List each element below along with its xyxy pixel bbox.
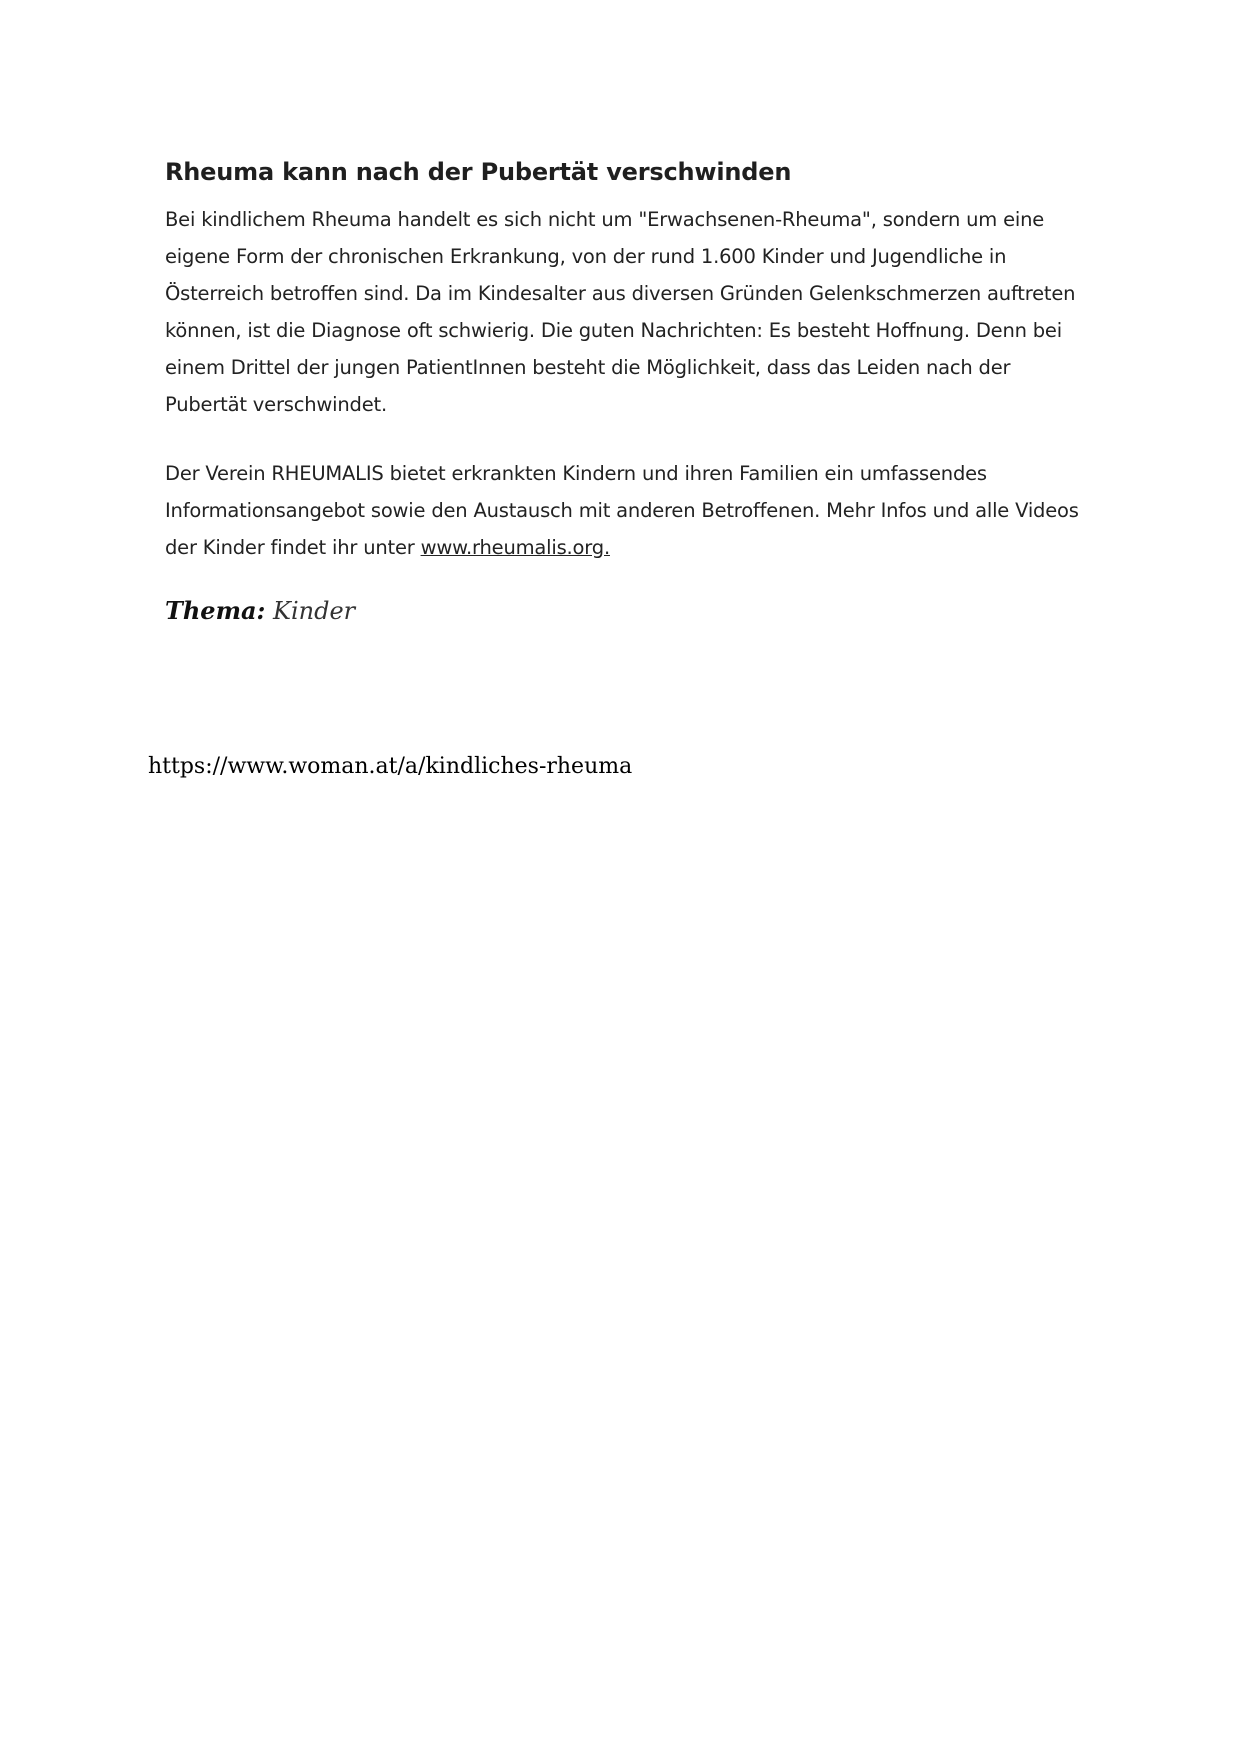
article-paragraph-1: Bei kindlichem Rheuma handelt es sich nicht um "Erwachsenen-Rheuma", sondern um eine eigene Form der chronischen Erkrankung, von der rund 1.600 Kinder und Jugendliche in Österreich betroffen sind. Da im Kindesalter aus diversen Gründen Gelenkschmerzen auftreten können, ist die Diagnose oft schwierig. Die guten Nachrichten: Es besteht Hoffnung. Denn bei einem Drittel der jungen PatientInnen besteht die Möglichkeit, dass das Leiden nach der Pubertät verschwindet.: [165, 208, 1076, 416]
article-excerpt: [165, 155, 1085, 628]
source-url: https://www.woman.at/a/kindliches-rheuma: [148, 754, 633, 779]
topic-line: [165, 594, 1085, 628]
topic-label: Thema:: [165, 596, 266, 625]
rheumalis-link[interactable]: www.rheumalis.org.: [420, 536, 610, 559]
article-heading: Rheuma kann nach der Pubertät verschwinden: [165, 158, 792, 186]
article-paragraph-2-text: Der Verein RHEUMALIS bietet erkrankten Kindern und ihren Familien ein umfassendes Informationsangebot sowie den Austausch mit anderen Betroffenen. Mehr Infos und alle Videos der Kinder findet ihr unter: [165, 462, 1079, 559]
article-paragraph-2: [165, 455, 1085, 566]
topic-value: Kinder: [273, 597, 356, 625]
